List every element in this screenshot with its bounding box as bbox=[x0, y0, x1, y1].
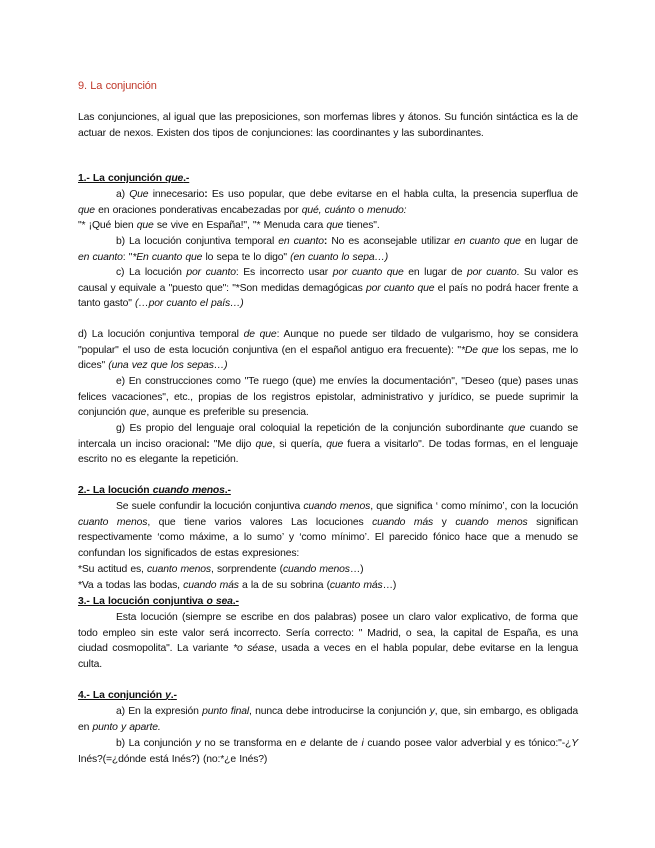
paragraph-1a: a) Que innecesario: Es uso popular, que debe evitarse en el habla culta, la presencia superflua de que en oraciones ponderativas encabezadas por qué, cuánto o menudo: "* ¡Qué bien que se vive en España!", "* Menuda cara que tienes". bbox=[78, 189, 578, 232]
paragraph-2: Se suele confundir la locución conjuntiva cuando menos, que significa ‘ como mínimo’, con la locución cuanto menos, que tiene varios valores Las locuciones cuando más y cuando menos significan respectivamente ‘como máxime, a lo sumo’ y ‘como mínimo’. El parecido fónico hace que a menudo se confundan los significados de estas expresiones: bbox=[78, 501, 578, 559]
section-title: 9. La conjunción bbox=[78, 80, 157, 92]
paragraph-3: Esta locución (siempre se escribe en dos palabras) posee un claro valor explicativo, de forma que todo empleo sin este valor será incorrecto. Sería correcto: " Madrid, o sea, la capital de España, es una ciudad cosmopolita". La variante *o séase, usada a veces en el habla popular, debe evitarse en la lengua culta. bbox=[78, 612, 578, 670]
paragraph-1b: b) La locución conjuntiva temporal en cuanto: No es aconsejable utilizar en cuanto que en lugar de en cuanto: "*En cuanto que lo sepa te lo digo" (en cuanto lo sepa…) bbox=[78, 236, 578, 263]
paragraph-1d: d) La locución conjuntiva temporal de que: Aunque no puede ser tildado de vulgarismo, hoy se considera "popular" el uso de esta locución conjuntiva (en el español antiguo era frecuente): "*De que los sepas, me lo dices" (una vez que los sepas…) bbox=[78, 329, 579, 372]
heading-4: 4.- La conjunción y.- bbox=[78, 690, 177, 701]
paragraph-1g: g) Es propio del lenguaje oral coloquial la repetición de la conjunción subordinante que cuando se intercala un inciso oracional: "Me dijo que, si quería, que fuera a visitarlo". De todas formas, en el lenguaje escrito no es elegante la repetición. bbox=[78, 423, 579, 466]
heading-1: 1.- La conjunción que.- bbox=[78, 173, 190, 184]
paragraph-4b: b) La conjunción y no se transforma en e delante de i cuando posee valor adverbial y es tónico:"-¿Y Inés?(=¿dónde está Inés?) (no:*¿e Inés?) bbox=[78, 738, 578, 765]
intro-paragraph: Las conjunciones, al igual que las preposiciones, son morfemas libres y átonos. Su función sintáctica es la de actuar de nexos. Existen dos tipos de conjunciones: las coordinantes y las subordinantes. bbox=[78, 112, 578, 139]
paragraph-1e: e) En construcciones como "Te ruego (que) me envíes la documentación", "Deseo (que) pases unas felices vacaciones", etc., propias de los registros epistolar, administrativo y jurídico, se puede suprimir la conjunción que, aunque es preferible su presencia. bbox=[78, 376, 578, 419]
paragraph-4a: a) En la expresión punto final, nunca debe introducirse la conjunción y, que, sin embargo, es obligada en punto y aparte. bbox=[78, 706, 578, 733]
heading-2: 2.- La locución cuando menos.- bbox=[78, 485, 231, 496]
paragraph-1c: c) La locución por cuanto: Es incorrecto usar por cuanto que en lugar de por cuanto. Su valor es causal y equivale a "puesto que": "*Son medidas demagógicas por cuanto que el país no podrá hacer frente a tanto gasto" (…por cuanto el país…) bbox=[78, 267, 579, 310]
heading-3: 3.- La locución conjuntiva o sea.- bbox=[78, 596, 239, 607]
example-2-2: *Va a todas las bodas, cuando más a la de su sobrina (cuanto más…) bbox=[78, 580, 397, 591]
example-2-1: *Su actitud es, cuanto menos, sorprendente (cuando menos…) bbox=[78, 564, 364, 575]
